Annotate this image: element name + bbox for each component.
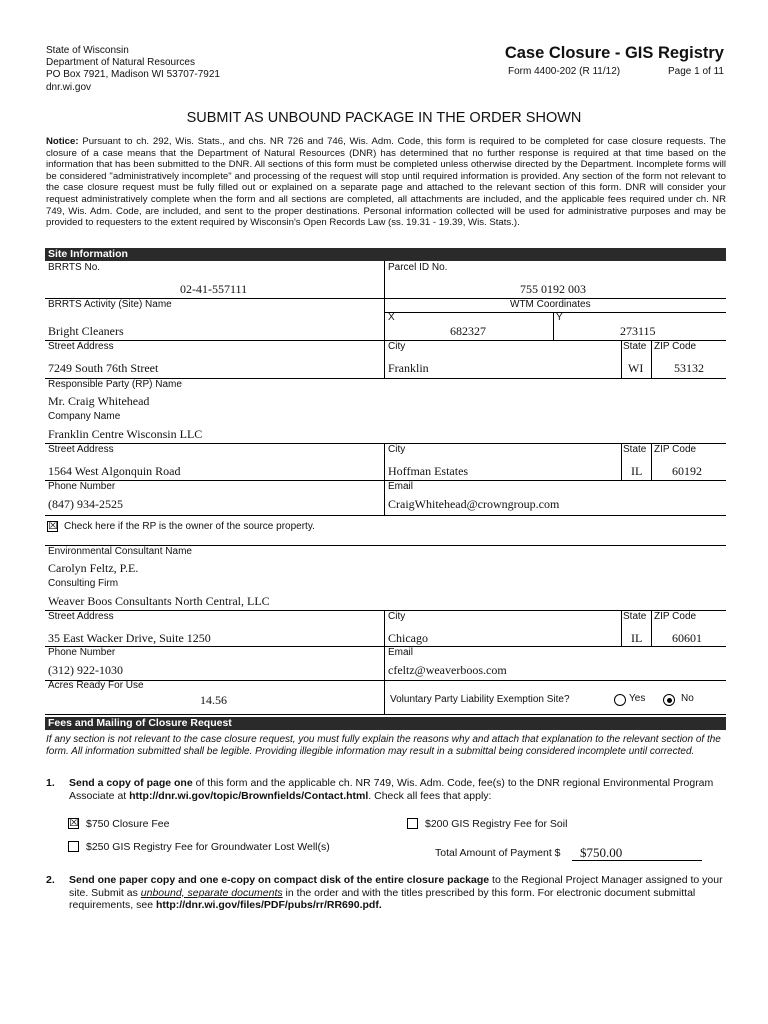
- vple-no-radio[interactable]: [663, 694, 675, 706]
- wtm-x-value: 682327: [450, 324, 486, 338]
- wtm-x-label: X: [388, 312, 395, 323]
- parcel-id-label: Parcel ID No.: [388, 262, 448, 273]
- wtm-y-value: 273115: [620, 324, 656, 338]
- fees-note: If any section is not relevant to the case closure request, you must fully explain the reasons why and attach that explanation to the relevant section of the form. All information submitted shall be legible. Providing illegible information may result in a submittal being considered incomplete until corrected.: [46, 734, 721, 757]
- consultant-name-label: Environmental Consultant Name: [48, 546, 192, 557]
- rp-email-label: Email: [388, 481, 414, 492]
- vple-no-label: No: [681, 693, 694, 704]
- brrts-no-value: 02-41-557111: [180, 282, 248, 296]
- rp-street-value: 1564 West Algonquin Road: [48, 464, 181, 478]
- notice-paragraph: [46, 136, 726, 229]
- step-2-number: 2.: [46, 874, 55, 886]
- consultant-city-label: City: [388, 611, 406, 622]
- consultant-email-label: Email: [388, 647, 414, 658]
- contact-link[interactable]: http://dnr.wi.gov/topic/Brownfields/Contact.html: [129, 789, 369, 802]
- rp-owner-label: Check here if the RP is the owner of the source property.: [64, 521, 315, 532]
- rp-street-label: Street Address: [48, 444, 114, 455]
- consultant-phone-value: (312) 922-1030: [48, 663, 123, 677]
- fee-200-label: $200 GIS Registry Fee for Soil: [425, 818, 568, 830]
- notice-text: Pursuant to ch. 292, Wis. Stats., and chs. NR 726 and 746, Wis. Adm. Code, this form is required to be completed for case closure requests. The closure of a case means that the Department of Natural Resources (DNR) has determined that no further response is required at that time based on the information that has been submitted to the DNR. All sections of this form must be completed unless otherwise directed by the Department. Incomplete forms will be considered "administratively incomplete" and processing of the request will stop until required information is provided. Any section of the form not relevant to the case closure request must be fully filled out or explained on a separate page and attached to the relevant section of this form. DNR will consider your request administratively complete when the form and all sections are completed, all attachments are included, and the applicable fees required under ch. NR 749, Wis. Adm. Code, are included, and sent to the proper destinations. Personal information collected will be used for administrative purposes and may be provided to requesters to the extent required by Wisconsin's Open Records Law (ss. 19.31 - 19.39, Wis. Stats.).: [46, 136, 727, 229]
- step-2-text: Send one paper copy and one e-copy on compact disk of the entire closure package to the Regional Project Manager assigned to your site. Submit as unbound, separate documents in the order and with the titles prescribed by this form. For electronic document submittal requirements, see http://dnr.wi.gov/files/PDF/pubs/rr/RR690.pdf.: [69, 874, 723, 911]
- rp-zip-value: 60192: [672, 464, 702, 478]
- site-information-header: Site Information: [45, 248, 726, 261]
- step-1-number: 1.: [46, 777, 55, 789]
- vple-question: Voluntary Party Liability Exemption Site?: [390, 694, 570, 705]
- rp-state-value: IL: [631, 464, 643, 478]
- rp-zip-label: ZIP Code: [654, 444, 697, 455]
- rp-company-value: Franklin Centre Wisconsin LLC: [48, 427, 203, 441]
- activity-name-value: Bright Cleaners: [48, 324, 124, 338]
- fee-750-checkbox[interactable]: ☒: [69, 817, 79, 829]
- page-heading: SUBMIT AS UNBOUND PACKAGE IN THE ORDER SHOWN: [186, 110, 582, 126]
- site-zip-value: 53132: [674, 361, 704, 375]
- rp-name-label: Responsible Party (RP) Name: [48, 379, 182, 390]
- rp-phone-value: (847) 934-2525: [48, 497, 123, 511]
- agency-line: dnr.wi.gov: [46, 81, 92, 93]
- rr690-link[interactable]: http://dnr.wi.gov/files/PDF/pubs/rr/RR690.pdf.: [155, 899, 382, 911]
- agency-line: Department of Natural Resources: [46, 57, 195, 69]
- agency-line: State of Wisconsin: [46, 45, 129, 56]
- page-number: Page 1 of 11: [668, 66, 724, 77]
- acres-label: Acres Ready For Use: [48, 680, 144, 691]
- consultant-email-value: cfeltz@weaverboos.com: [388, 663, 507, 677]
- activity-name-label: BRRTS Activity (Site) Name: [48, 299, 172, 310]
- site-state-label: State: [623, 341, 647, 352]
- fee-200-checkbox[interactable]: [407, 818, 418, 829]
- consultant-phone-label: Phone Number: [48, 647, 116, 658]
- form-title: Case Closure - GIS Registry: [504, 44, 724, 62]
- wtm-y-label: Y: [556, 312, 563, 323]
- fee-750-label: $750 Closure Fee: [86, 818, 170, 830]
- consultant-street-value: 35 East Wacker Drive, Suite 1250: [48, 631, 211, 645]
- consultant-city-value: Chicago: [388, 631, 428, 645]
- rp-state-label: State: [623, 444, 647, 455]
- fee-250-label: $250 GIS Registry Fee for Groundwater Lost Well(s): [86, 841, 330, 853]
- total-payment-value: $750.00: [580, 845, 623, 860]
- consultant-state-label: State: [623, 611, 647, 622]
- agency-address-block: [46, 45, 220, 94]
- fee-250-checkbox[interactable]: [68, 841, 79, 852]
- site-city-value: Franklin: [388, 361, 429, 375]
- consultant-street-label: Street Address: [48, 611, 114, 622]
- notice-label: Notice:: [46, 136, 79, 147]
- site-street-value: 7249 South 76th Street: [48, 361, 159, 375]
- rp-phone-label: Phone Number: [48, 481, 116, 492]
- site-zip-label: ZIP Code: [654, 341, 697, 352]
- site-street-label: Street Address: [48, 341, 114, 352]
- rp-company-label: Company Name: [48, 411, 121, 422]
- consultant-zip-label: ZIP Code: [654, 611, 697, 622]
- vple-yes-label: Yes: [629, 693, 646, 704]
- acres-value: 14.56: [200, 693, 227, 707]
- consulting-firm-label: Consulting Firm: [48, 578, 119, 589]
- consultant-state-value: IL: [631, 631, 643, 645]
- form-number: Form 4400-202 (R 11/12): [508, 66, 621, 77]
- agency-line: PO Box 7921, Madison WI 53707-7921: [46, 69, 220, 81]
- rp-city-value: Hoffman Estates: [388, 464, 469, 478]
- consultant-zip-value: 60601: [672, 631, 702, 645]
- wtm-coordinates-label: WTM Coordinates: [510, 299, 591, 310]
- step-1-text: Send a copy of page one of this form and the applicable ch. NR 749, Wis. Adm. Code, fee(s) to the DNR regional Environmental Program Associate at http://dnr.wi.gov/topic/Brownfields/Contact.html. Check all fees that apply:: [69, 777, 714, 802]
- site-city-label: City: [388, 341, 406, 352]
- rp-name-value: Mr. Craig Whitehead: [48, 394, 150, 408]
- vple-yes-radio[interactable]: [614, 694, 626, 706]
- rp-email-value: CraigWhitehead@crowngroup.com: [388, 497, 560, 511]
- rp-owner-checkbox[interactable]: ☒: [48, 520, 58, 532]
- rp-city-label: City: [388, 444, 406, 455]
- consultant-name-value: Carolyn Feltz, P.E.: [48, 561, 139, 575]
- total-payment-label: Total Amount of Payment $: [435, 847, 561, 859]
- site-state-value: WI: [628, 361, 644, 375]
- consulting-firm-value: Weaver Boos Consultants North Central, LLC: [48, 594, 270, 608]
- brrts-no-label: BRRTS No.: [48, 262, 101, 273]
- parcel-id-value: 755 0192 003: [520, 282, 586, 296]
- fees-section-header: Fees and Mailing of Closure Request: [45, 717, 726, 730]
